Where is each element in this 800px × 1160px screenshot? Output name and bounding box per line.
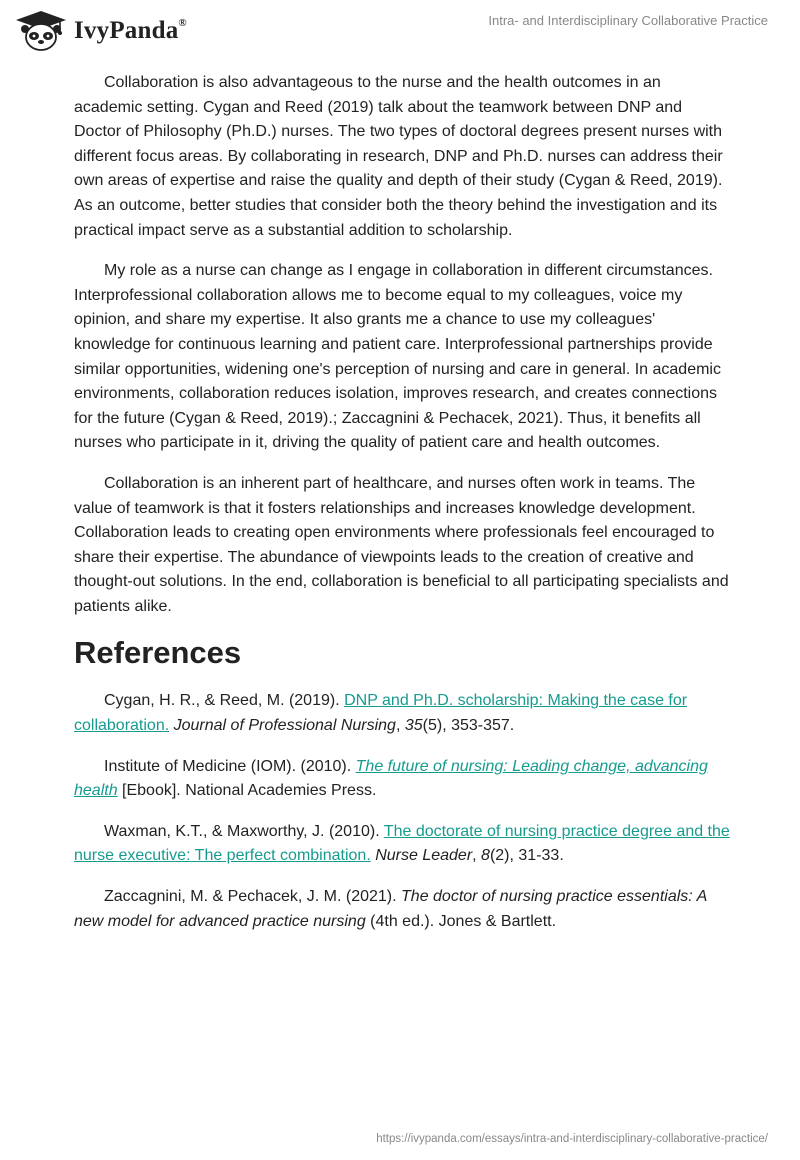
brand-name bbox=[74, 17, 187, 45]
reference-authors: Waxman, K.T., & Maxworthy, J. (2010). bbox=[104, 822, 384, 840]
running-title: Intra- and Interdisciplinary Collaborative Practice bbox=[488, 13, 768, 28]
reference-journal: Journal of Professional Nursing bbox=[169, 717, 396, 735]
brand-text: IvyPanda bbox=[74, 17, 179, 44]
reference-authors: Institute of Medicine (IOM). (2010). bbox=[104, 757, 356, 775]
reference-separator: , bbox=[472, 847, 482, 865]
references-heading: References bbox=[74, 635, 242, 671]
registered-mark: ® bbox=[178, 16, 187, 29]
essay-content bbox=[74, 71, 730, 950]
paragraph: Collaboration is also advantageous to the nurse and the health outcomes in an academic setting. Cygan and Reed (2019) talk about the teamwork between DNP and Doctor of Philosophy (Ph.D.) nurses. The two types of doctoral degrees present nurses with different focus areas. By collaborating in research, DNP and Ph.D. nurses can address their own areas of expertise and raise the quality and depth of their study (Cygan & Reed, 2019). As an outcome, better studies that consider both the theory behind the investigation and its practical impact serve as a substantial addition to scholarship. bbox=[74, 74, 723, 239]
page-url: https://ivypanda.com/essays/intra-and-interdisciplinary-collaborative-practice/ bbox=[376, 1133, 768, 1145]
reference-item bbox=[74, 820, 730, 869]
reference-item bbox=[74, 755, 730, 804]
reference-publisher: [Ebook]. National Academies Press. bbox=[117, 782, 377, 800]
page-header bbox=[0, 0, 800, 62]
reference-title: The doctor of nursing practice essentials: A new model for advanced practice nursing bbox=[74, 888, 707, 930]
reference-volume: 35 bbox=[404, 717, 423, 735]
reference-journal: Nurse Leader bbox=[370, 847, 473, 865]
reference-pages: (5), 353-357. bbox=[422, 717, 515, 735]
reference-item bbox=[74, 885, 730, 934]
reference-link[interactable]: The doctorate of nursing practice degree and the nurse executive: The perfect combination. bbox=[74, 822, 730, 865]
reference-volume: 8 bbox=[481, 847, 490, 865]
reference-link[interactable]: DNP and Ph.D. scholarship: Making the case for collaboration. bbox=[74, 692, 688, 735]
paragraph: Collaboration is an inherent part of healthcare, and nurses often work in teams. The value of teamwork is that it fosters relationships and increases knowledge development. Collaboration leads to creating open environments where professionals feel encouraged to share their expertise. The abundance of viewpoints leads to the creation of creative and thought-out solutions. In the end, collaboration is beneficial to all participating specialists and patients alike. bbox=[74, 474, 729, 615]
panda-graduate-icon bbox=[14, 10, 68, 52]
reference-pages: (2), 31-33. bbox=[489, 847, 564, 865]
reference-publisher: (4th ed.). Jones & Bartlett. bbox=[365, 912, 557, 930]
ivypanda-logo[interactable] bbox=[14, 10, 187, 52]
reference-authors: Zaccagnini, M. & Pechacek, J. M. (2021). bbox=[104, 888, 402, 906]
reference-separator: , bbox=[395, 717, 405, 735]
paragraph: My role as a nurse can change as I engage in collaboration in different circumstances. Interprofessional collaboration allows me to become equal to my colleagues, voice my opinion, and share my expertise. It also grants me a chance to use my colleagues' knowledge for continuous learning and patient care. Interprofessional partnerships provide similar opportunities, widening one's perception of nursing and care in general. In academic environments, collaboration reduces isolation, improves research, and creates connections for the future (Cygan & Reed, 2019).; Zaccagnini & Pechacek, 2021). Thus, it benefits all nurses who participate in it, driving the quality of patient care and health outcomes. bbox=[74, 262, 721, 452]
reference-authors: Cygan, H. R., & Reed, M. (2019). bbox=[104, 692, 345, 710]
reference-link-title[interactable]: The future of nursing: Leading change, advancing health bbox=[74, 757, 708, 800]
reference-item bbox=[74, 689, 730, 738]
